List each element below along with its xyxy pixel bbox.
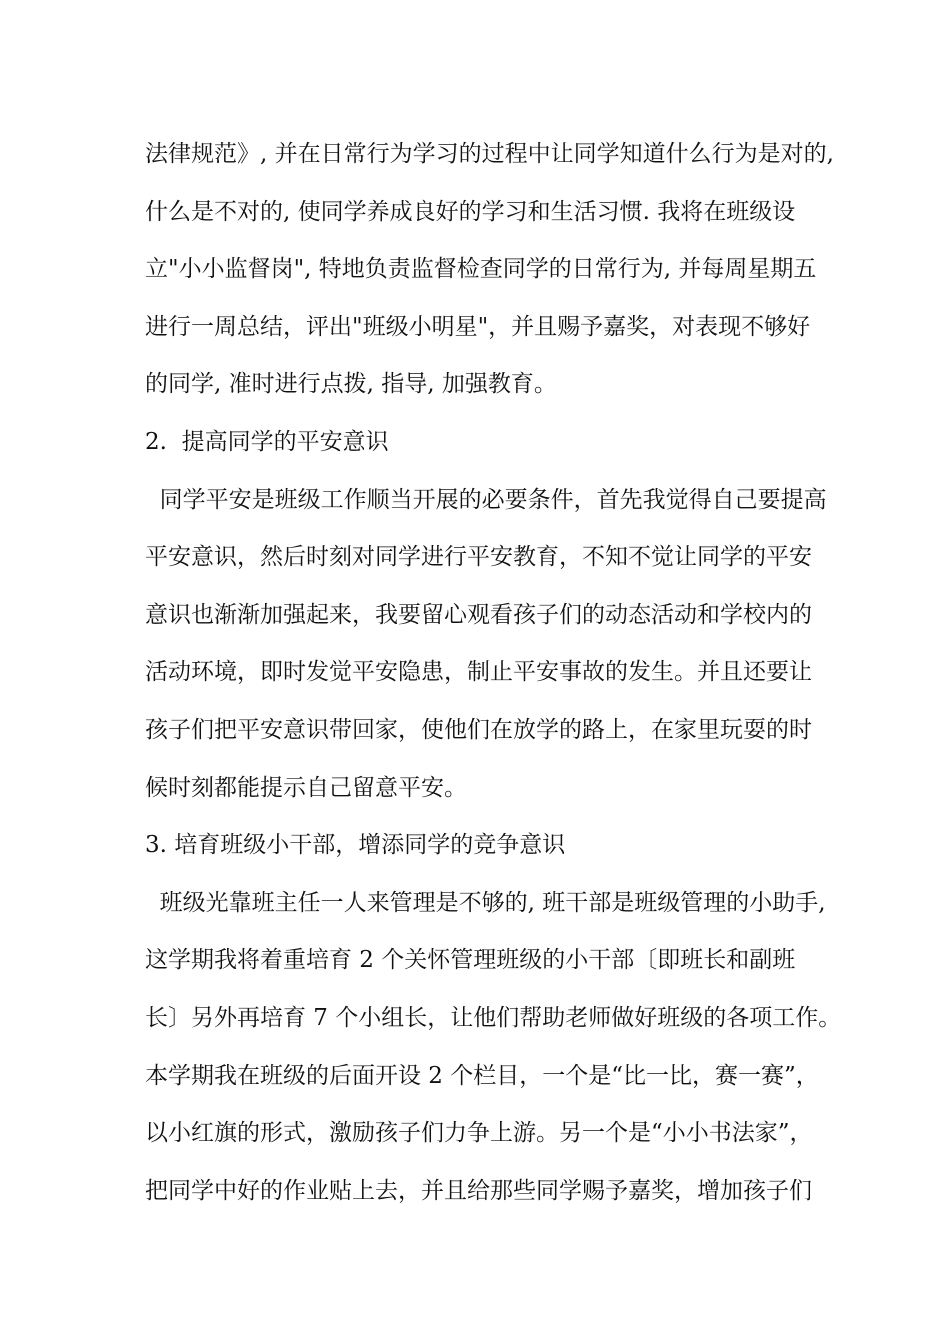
text-line: 候时刻都能提示自己留意平安。	[145, 774, 467, 801]
text-line: 以小红旗的形式，激励孩子们力争上游。另一个是“小小书法家”，	[145, 1120, 813, 1147]
text-line: 本学期我在班级的后面开设 2 个栏目，一个是“比一比，赛一赛”，	[145, 1062, 819, 1089]
document-body	[145, 126, 842, 1220]
text-line: 同学平安是班级工作顺当开展的必要条件，首先我觉得自己要提高	[145, 486, 827, 513]
text-line: 把同学中好的作业贴上去，并且给那些同学赐予嘉奖，增加孩子们	[145, 1177, 812, 1204]
text-line: 立"小小监督岗", 特地负责监督检查同学的日常行为, 并每周星期五	[145, 256, 817, 283]
text-line: 法律规范》, 并在日常行为学习的过程中让同学知道什么行为是对的,	[145, 141, 834, 167]
text-line: 什么是不对的, 使同学养成良好的学习和生活习惯. 我将在班级设	[145, 198, 796, 225]
section-heading: 3. 培育班级小干部，增添同学的竞争意识	[145, 832, 566, 859]
text-line: 平安意识，然后时刻对同学进行平安教育，不知不觉让同学的平安	[145, 544, 812, 571]
text-line: 进行一周总结，评出"班级小明星"，并且赐予嘉奖，对表现不够好	[145, 313, 811, 340]
text-line: 的同学, 准时进行点拨, 指导, 加强教育。	[145, 371, 557, 398]
text-line: 意识也渐渐加强起来，我要留心观看孩子们的动态活动和学校内的	[145, 601, 812, 628]
text-line: 活动环境，即时发觉平安隐患，制止平安事故的发生。并且还要让	[145, 659, 812, 686]
text-line: 这学期我将着重培育 2 个关怀管理班级的小干部〔即班长和副班	[145, 947, 796, 974]
text-line: 长〕另外再培育 7 个小组长，让他们帮助老师做好班级的各项工作。	[145, 1004, 842, 1031]
text-line: 班级光靠班主任一人来管理是不够的, 班干部是班级管理的小助手,	[145, 889, 826, 916]
text-line: 孩子们把平安意识带回家，使他们在放学的路上，在家里玩耍的时	[145, 716, 812, 743]
section-heading: 2. 提高同学的平安意识	[145, 428, 389, 455]
